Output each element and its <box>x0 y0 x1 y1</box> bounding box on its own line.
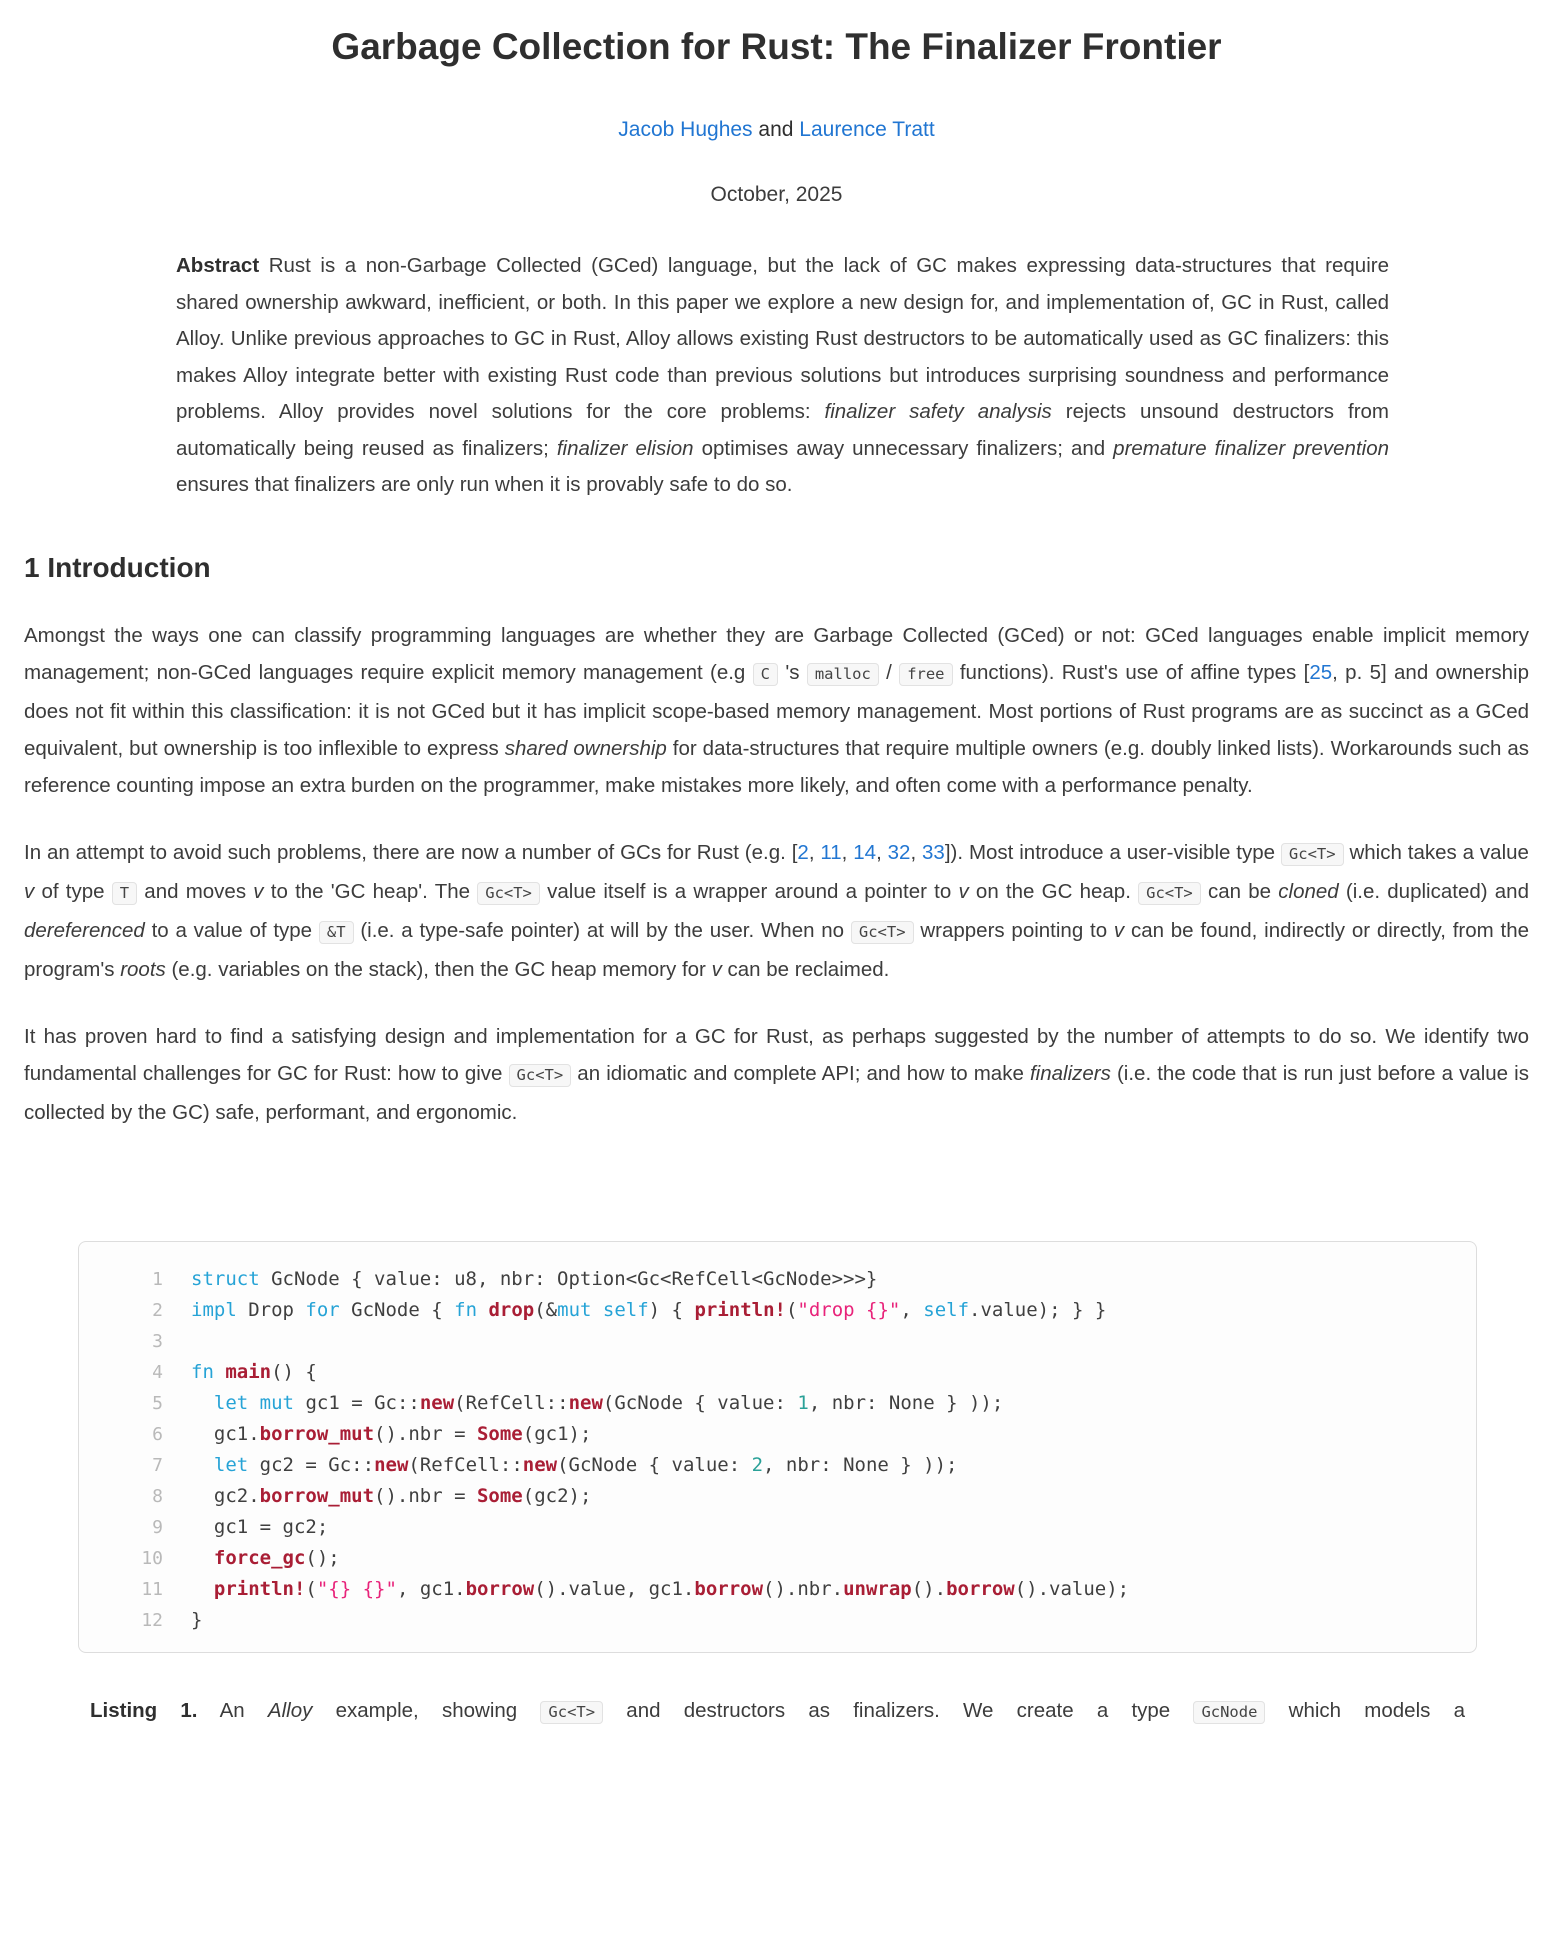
citation-link[interactable]: 2 <box>797 840 809 864</box>
code-line <box>99 1264 1466 1295</box>
paper-title: Garbage Collection for Rust: The Finalizer Frontier <box>331 26 1222 67</box>
paragraph-1: Amongst the ways one can classify programming languages are whether they are Garbage Collected (GCed) or not: GCed languages enable implicit memory management; non-GCed languages require explicit memory management (e.g C 's malloc / free functions). Rust's use of affine types [25, p. 5] and ownership does not fit within this classification: it is not GCed but it has implicit scope-based memory management. Most portions of Rust programs are as succinct as a GCed equivalent, but ownership is too inflexible to express shared ownership for data-structures that require multiple owners (e.g. doubly linked lists). Workarounds such as reference counting impose an extra burden on the programmer, make mistakes more likely, and often come with a performance penalty. <box>24 623 1529 797</box>
line-number: 10 <box>141 1547 163 1569</box>
code-text: struct GcNode { value: u8, nbr: Option<Gc<RefCell<GcNode>>>} <box>191 1267 878 1290</box>
code-text: fn main() { <box>191 1360 317 1383</box>
paper-date: October, 2025 <box>710 183 843 206</box>
inline-code-chip: Gc<T> <box>1281 843 1344 866</box>
inline-code-chip: T <box>112 882 137 905</box>
line-number: 2 <box>152 1299 163 1321</box>
citation-link[interactable]: 25 <box>1309 660 1333 684</box>
code-text: let gc2 = Gc::new(RefCell::new(GcNode { value: 2, nbr: None } )); <box>213 1453 958 1476</box>
line-number: 5 <box>152 1392 163 1414</box>
code-text: gc2.borrow_mut().nbr = Some(gc2); <box>191 1484 592 1507</box>
line-number: 12 <box>141 1609 163 1631</box>
citation-link[interactable]: 14 <box>853 840 877 864</box>
line-number: 6 <box>152 1423 163 1445</box>
line-number: 1 <box>152 1268 163 1290</box>
code-text: } <box>191 1608 203 1631</box>
code-line <box>99 1388 1466 1419</box>
listing-caption: Listing 1. An Alloy example, showing Gc<T> and destructors as finalizers. We create a type GcNode which models a <box>90 1698 1466 1722</box>
code-listing <box>78 1241 1477 1653</box>
inline-code-chip: &T <box>319 921 354 944</box>
paragraph-3: It has proven hard to find a satisfying design and implementation for a GC for Rust, as perhaps suggested by the number of attempts to do so. We identify two fundamental challenges for GC for Rust: how to give Gc<T> an idiomatic and complete API; and how to make finalizers (i.e. the code that is run just before a value is collected by the GC) safe, performant, and ergonomic. <box>24 1024 1529 1124</box>
paper-page <box>0 24 1553 1730</box>
code-lines <box>99 1264 1466 1636</box>
citation-link[interactable]: 32 <box>887 840 911 864</box>
author-link-laurence-tratt[interactable]: Laurence Tratt <box>799 118 935 141</box>
line-number: 3 <box>152 1330 163 1352</box>
code-line <box>99 1419 1466 1450</box>
inline-code-chip: Gc<T> <box>1138 882 1201 905</box>
code-text: impl Drop for GcNode { fn drop(&mut self) { println!("drop {}", self.value); } } <box>191 1298 1107 1321</box>
code-line <box>99 1450 1466 1481</box>
code-line <box>99 1574 1466 1605</box>
inline-code-chip: malloc <box>807 663 879 686</box>
line-number: 9 <box>152 1516 163 1538</box>
inline-code-chip: C <box>753 663 778 686</box>
author-separator: and <box>752 118 800 141</box>
code-text: gc1.borrow_mut().nbr = Some(gc1); <box>191 1422 592 1445</box>
code-text: force_gc(); <box>213 1546 340 1569</box>
inline-code-chip: free <box>899 663 952 686</box>
line-number: 4 <box>152 1361 163 1383</box>
inline-code-chip: GcNode <box>1193 1701 1265 1724</box>
code-line <box>99 1605 1466 1636</box>
code-text: println!("{} {}", gc1.borrow().value, gc1.borrow().nbr.unwrap().borrow().value); <box>213 1577 1130 1600</box>
inline-code-chip: Gc<T> <box>851 921 914 944</box>
author-link-jacob-hughes[interactable]: Jacob Hughes <box>618 118 753 141</box>
code-line <box>99 1512 1466 1543</box>
code-line <box>99 1326 1466 1357</box>
code-text: gc1 = gc2; <box>191 1515 329 1538</box>
author-line <box>24 116 1529 143</box>
code-line <box>99 1481 1466 1512</box>
code-line <box>99 1543 1466 1574</box>
citation-link[interactable]: 33 <box>922 840 945 864</box>
abstract: Abstract Rust is a non-Garbage Collected (GCed) language, but the lack of GC makes expressing data-structures that require shared ownership awkward, inefficient, or both. In this paper we explore a new design for, and implementation of, GC in Rust, called Alloy. Unlike previous approaches to GC in Rust, Alloy allows existing Rust destructors to be automatically used as GC finalizers: this makes Alloy integrate better with existing Rust code than previous solutions but introduces surprising soundness and performance problems. Alloy provides novel solutions for the core problems: finalizer safety analysis rejects unsound destructors from automatically being reused as finalizers; finalizer elision optimises away unnecessary finalizers; and premature finalizer prevention ensures that finalizers are only run when it is provably safe to do so. <box>176 254 1390 496</box>
inline-code-chip: Gc<T> <box>477 882 540 905</box>
code-text: let mut gc1 = Gc::new(RefCell::new(GcNode { value: 1, nbr: None } )); <box>213 1391 1004 1414</box>
code-line <box>99 1295 1466 1326</box>
code-line <box>99 1357 1466 1388</box>
inline-code-chip: Gc<T> <box>540 1701 603 1724</box>
line-number: 8 <box>152 1485 163 1507</box>
inline-code-chip: Gc<T> <box>509 1064 572 1087</box>
line-number: 11 <box>141 1578 163 1600</box>
section-heading-introduction: 1 Introduction <box>24 551 211 583</box>
paragraph-2: In an attempt to avoid such problems, there are now a number of GCs for Rust (e.g. [2, 11, 14, 32, 33]). Most introduce a user-visible type Gc<T> which takes a value v of type T and moves v to the 'GC heap'. The Gc<T> value itself is a wrapper around a pointer to v on the GC heap. Gc<T> can be cloned (i.e. duplicated) and dereferenced to a value of type &T (i.e. a type-safe pointer) at will by the user. When no Gc<T> wrappers pointing to v can be found, indirectly or directly, from the program's roots (e.g. variables on the stack), then the GC heap memory for v can be reclaimed. <box>24 840 1529 981</box>
citation-link[interactable]: 11 <box>820 840 842 864</box>
line-number: 7 <box>152 1454 163 1476</box>
